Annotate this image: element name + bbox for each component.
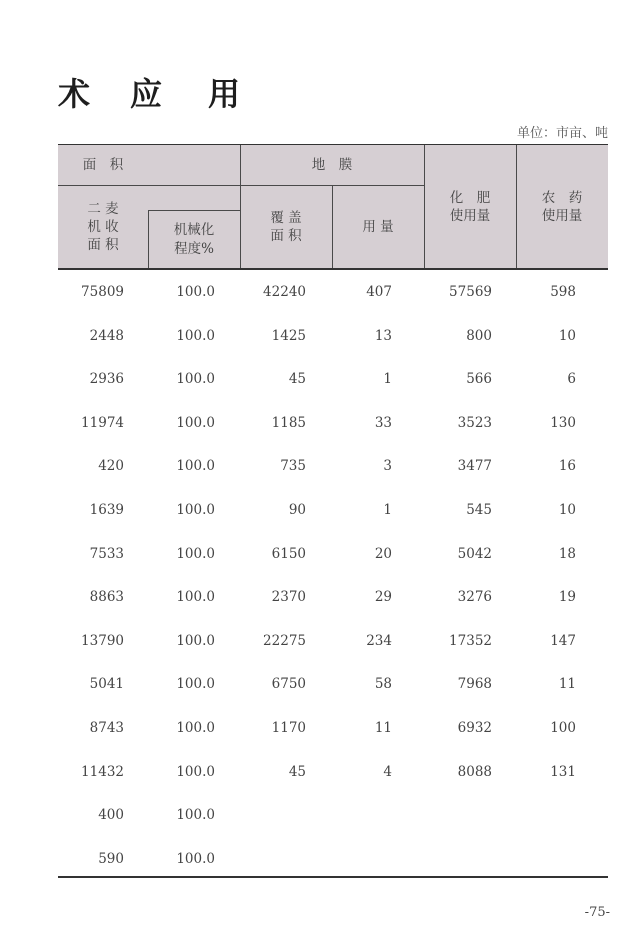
- cell-film-cover: 735: [280, 458, 306, 475]
- cell-fertilizer: 3477: [457, 458, 492, 475]
- cell-mech-degree: 100.0: [176, 371, 215, 388]
- header-wheat-harvest-area: 二 麦 机 收 面 积: [87, 200, 119, 254]
- cell-pesticide: 131: [550, 763, 576, 780]
- cell-pesticide: 16: [558, 458, 576, 475]
- cell-mech-degree: 100.0: [176, 414, 215, 431]
- title-char-3: 用: [208, 75, 241, 113]
- cell-fertilizer: 57569: [449, 284, 492, 300]
- cell-wheat-area: 8743: [89, 719, 124, 736]
- table-row: [58, 619, 608, 663]
- page-title: [58, 75, 241, 113]
- cell-fertilizer: 7968: [457, 676, 492, 693]
- cell-film-usage: 234: [366, 632, 392, 649]
- cell-fertilizer: 545: [466, 501, 492, 518]
- table-body: [58, 270, 608, 880]
- cell-mech-degree: 100.0: [176, 807, 215, 824]
- table-row: [58, 793, 608, 837]
- title-char-1: 术: [58, 75, 91, 113]
- cell-film-usage: 33: [374, 414, 392, 431]
- cell-fertilizer: 3276: [457, 589, 492, 606]
- cell-film-usage: 13: [374, 327, 392, 344]
- cell-pesticide: 11: [558, 676, 576, 693]
- cell-wheat-area: 2448: [89, 327, 124, 344]
- table-row: [58, 837, 608, 881]
- cell-wheat-area: 11974: [81, 414, 124, 431]
- cell-mech-degree: 100.0: [176, 850, 215, 867]
- table-header: [58, 145, 608, 269]
- cell-wheat-area: 400: [98, 807, 124, 824]
- cell-fertilizer: 800: [466, 327, 492, 344]
- cell-wheat-area: 8863: [89, 589, 124, 606]
- cell-film-cover: 45: [288, 371, 306, 388]
- cell-film-usage: 1: [383, 371, 392, 388]
- cell-film-usage: 3: [383, 458, 392, 475]
- cell-film-cover: 45: [288, 763, 306, 780]
- cell-pesticide: 6: [567, 371, 576, 388]
- cell-wheat-area: 75809: [81, 284, 124, 300]
- cell-film-usage: 4: [383, 763, 392, 780]
- header-pesticide-usage: 农 药 使用量: [541, 189, 583, 224]
- cell-fertilizer: 566: [466, 371, 492, 388]
- cell-film-usage: 1: [383, 501, 392, 518]
- cell-film-cover: 6150: [271, 545, 306, 562]
- cell-mech-degree: 100.0: [176, 632, 215, 649]
- cell-pesticide: 18: [558, 545, 576, 562]
- cell-mech-degree: 100.0: [176, 763, 215, 780]
- cell-mech-degree: 100.0: [176, 284, 215, 300]
- cell-film-cover: 90: [288, 501, 306, 518]
- cell-mech-degree: 100.0: [176, 327, 215, 344]
- header-area-group: 面 积: [82, 156, 124, 173]
- header-mechanization-degree: 机械化 程度%: [173, 222, 215, 257]
- cell-film-cover: 1185: [271, 414, 306, 431]
- table-row: [58, 750, 608, 794]
- cell-film-usage: 407: [366, 284, 392, 300]
- title-char-2: 应: [130, 75, 163, 113]
- cell-wheat-area: 11432: [81, 763, 124, 780]
- table-row: [58, 706, 608, 750]
- table-row: [58, 357, 608, 401]
- cell-pesticide: 130: [550, 414, 576, 431]
- cell-wheat-area: 13790: [81, 632, 124, 649]
- header-fertilizer-usage: 化 肥 使用量: [449, 189, 491, 224]
- cell-film-cover: 42240: [263, 284, 306, 300]
- cell-mech-degree: 100.0: [176, 589, 215, 606]
- cell-wheat-area: 5041: [89, 676, 124, 693]
- cell-pesticide: 100: [550, 719, 576, 736]
- table-row: [58, 444, 608, 488]
- cell-film-usage: 29: [374, 589, 392, 606]
- cell-film-usage: 58: [374, 676, 392, 693]
- cell-film-cover: 2370: [271, 589, 306, 606]
- header-film-usage: 用 量: [362, 218, 394, 235]
- cell-film-usage: 11: [374, 719, 392, 736]
- cell-fertilizer: 6932: [457, 719, 492, 736]
- page-number: -75-: [584, 905, 610, 920]
- table-bottom-rule: [58, 876, 608, 878]
- cell-film-cover: 1425: [271, 327, 306, 344]
- cell-pesticide: 19: [558, 589, 576, 606]
- cell-fertilizer: 3523: [457, 414, 492, 431]
- cell-fertilizer: 8088: [457, 763, 492, 780]
- table-row: [58, 270, 608, 314]
- cell-mech-degree: 100.0: [176, 501, 215, 518]
- cell-mech-degree: 100.0: [176, 545, 215, 562]
- cell-film-cover: 1170: [271, 719, 306, 736]
- cell-wheat-area: 420: [98, 458, 124, 475]
- cell-fertilizer: 17352: [449, 632, 492, 649]
- cell-pesticide: 598: [550, 284, 576, 300]
- table-row: [58, 532, 608, 576]
- cell-wheat-area: 2936: [89, 371, 124, 388]
- unit-label: 单位：市亩、吨: [516, 126, 608, 141]
- cell-film-usage: 20: [374, 545, 392, 562]
- table-row: [58, 488, 608, 532]
- table-row: [58, 314, 608, 358]
- table-row: [58, 575, 608, 619]
- cell-film-cover: 6750: [271, 676, 306, 693]
- header-film-group: 地 膜: [311, 156, 353, 173]
- cell-pesticide: 10: [558, 501, 576, 518]
- cell-pesticide: 10: [558, 327, 576, 344]
- table-row: [58, 401, 608, 445]
- cell-pesticide: 147: [550, 632, 576, 649]
- cell-film-cover: 22275: [263, 632, 306, 649]
- cell-wheat-area: 590: [98, 850, 124, 867]
- table-row: [58, 662, 608, 706]
- cell-mech-degree: 100.0: [176, 719, 215, 736]
- cell-mech-degree: 100.0: [176, 458, 215, 475]
- cell-mech-degree: 100.0: [176, 676, 215, 693]
- cell-wheat-area: 1639: [89, 501, 124, 518]
- cell-fertilizer: 5042: [457, 545, 492, 562]
- cell-wheat-area: 7533: [89, 545, 124, 562]
- header-film-cover-area: 覆 盖 面 积: [270, 209, 302, 244]
